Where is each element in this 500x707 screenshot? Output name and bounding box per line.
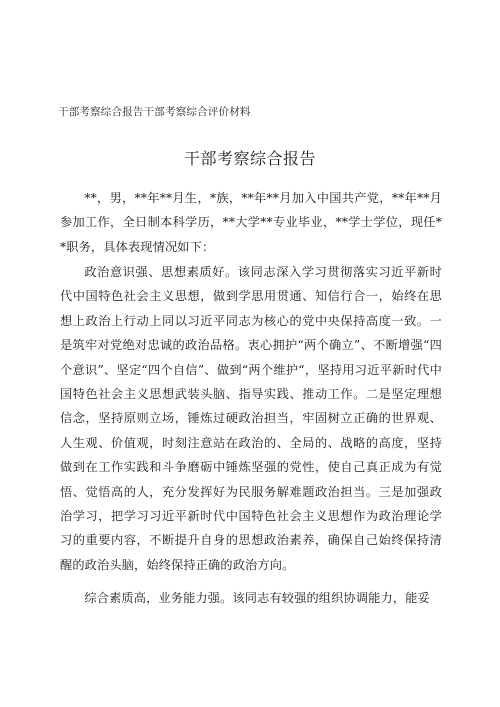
paragraph-intro xyxy=(60,186,442,259)
document-title: 干部考察综合报告 xyxy=(183,149,316,168)
document-header: 干部考察综合报告干部考察综合评价材料 xyxy=(58,106,251,118)
paragraph-text: 综合素质高，业务能力强。该同志有较强的组织协调能力，能妥 xyxy=(84,591,430,605)
paragraph-text: **，男，**年**月生，*族，**年**月加入中国共产党，**年**月参加工作，全日制本科学历，**大学**专业毕业，**学士学位，现任**职务，具体表现情况如下： xyxy=(60,191,442,254)
paragraph-text: 政治意识强、思想素质好。该同志深入学习贯彻落实习近平新时代中国特色社会主义思想，做到学思用贯通、知信行合一，始终在思想上政治上行动上同以习近平同志为核心的党中央保持高度一致。一是筑牢对党绝对忠诚的政治品格。衷心拥护“两个确立”、不断增强“四个意识”、坚定“四个自信”、做到“两个维护“，坚持用习近平新时代中国特色社会主义思想武装头脑、指导实践、推动工作。二是坚定理想信念，坚持原则立场，锤炼过硬政治担当，牢固树立正确的世界观、人生观、价值观，时刻注意站在政治的、全局的、战略的高度，坚持做到在工作实践和斗争磨砺中锤炼坚强的党性，使自己真正成为有觉悟、觉悟高的人，充分发挥好为民服务解难题政治担当。三是加强政治学习，把学习习近平新时代中国特色社会主义思想作为政治理论学习的重要内容，不断提升自身的思想政治素养，确保自己始终保持清醒的政治头脑，始终保持正确的政治方向。 xyxy=(60,265,442,572)
paragraph-political xyxy=(60,260,442,577)
paragraph-ability xyxy=(60,586,442,610)
